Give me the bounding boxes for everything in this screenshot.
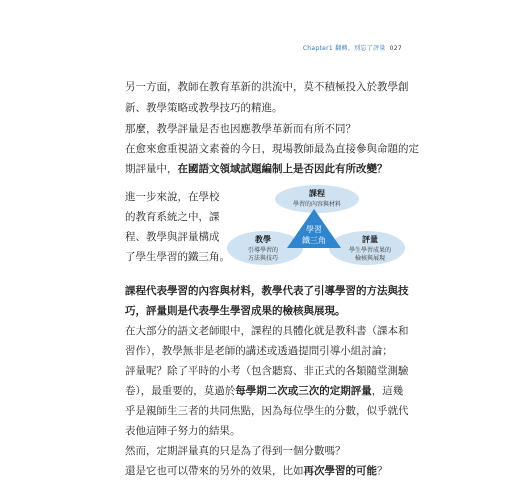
bold-paragraph-line: 課程代表學習的內容與材料，教學代表了引導學習的方法與技 <box>125 285 409 297</box>
bold-text: 每學期二次或三次的定期評量 <box>235 385 372 397</box>
paragraph-line: 習作），教學無非是老師的講述或透過提問引導小組討論； <box>125 345 393 357</box>
text-run: 卷），最重要的，莫過於 <box>125 385 236 397</box>
text-run: ，這幾 <box>371 385 404 397</box>
paragraph-line: 然而，定期評量真的只是為了得到一個分數嗎？ <box>125 445 346 457</box>
side-text-line: 了學生學習的鐵三角。 <box>125 251 230 263</box>
running-header <box>303 43 402 52</box>
paragraph-line: 乎是親師生三者的共同焦點，因為每位學生的分數，似乎就代 <box>125 405 409 417</box>
bold-text: 在國語文領域試題編制上是否因此有所改變？ <box>177 163 388 175</box>
paragraph-line: 那麼，教學評量是否也因應教學革新而有所不同？ <box>125 123 356 135</box>
teaching-subtitle-1: 引導學習的 <box>247 247 279 254</box>
teaching-title: 教學 <box>255 235 271 244</box>
page-number: 027 <box>389 45 402 52</box>
text-run: ？ <box>377 465 388 477</box>
paragraph-line: 在大部分的語文老師眼中，課程的具體化就是教科書（課本和 <box>125 325 409 337</box>
paragraph-line <box>125 162 388 176</box>
bold-text: 再次學習的可能 <box>303 465 377 477</box>
text-run: 期評量中， <box>125 163 178 175</box>
paragraph-line: 表他這陣子努力的結果。 <box>125 425 241 437</box>
curriculum-subtitle: 學習的內容與材料 <box>292 201 342 208</box>
text-run: 還是它也可以帶來的另外的效果，比如 <box>125 465 304 477</box>
assessment-title: 評量 <box>362 235 378 244</box>
chapter-title: Chapter1 翻轉，別忘了評量 <box>302 45 386 52</box>
assessment-subtitle-2: 檢核與展現 <box>354 255 386 262</box>
triangle-label-line2: 鐵三角 <box>302 236 326 245</box>
side-text-line: 進一步來說，在學校 <box>125 191 220 203</box>
assessment-subtitle-1: 學生學習成果的 <box>348 247 392 254</box>
side-text-line: 的教育系統之中，課 <box>125 211 220 223</box>
side-text-line: 程、教學與評量構成 <box>125 231 220 243</box>
paragraph-line: 新、教學策略或教學技巧的精進。 <box>125 102 283 114</box>
iron-triangle-diagram <box>225 182 405 268</box>
paragraph-line: 評量呢？除了平時的小考（包含聽寫、非正式的各類隨堂測驗 <box>125 365 409 377</box>
paragraph-line <box>125 384 403 398</box>
bold-paragraph-line: 巧，評量則是代表學生學習成果的檢核與展現。 <box>125 305 346 317</box>
triangle-label-line1: 學習 <box>306 225 322 234</box>
curriculum-title: 課程 <box>309 189 325 198</box>
teaching-subtitle-2: 方法與技巧 <box>247 255 279 262</box>
paragraph-line <box>125 464 388 478</box>
paragraph-line: 在愈來愈重視語文素養的今日，現場教師最為直接參與命題的定 <box>125 143 419 155</box>
paragraph-line: 另一方面，教師在教育革新的洪流中，莫不積極投入於教學創 <box>125 81 409 93</box>
